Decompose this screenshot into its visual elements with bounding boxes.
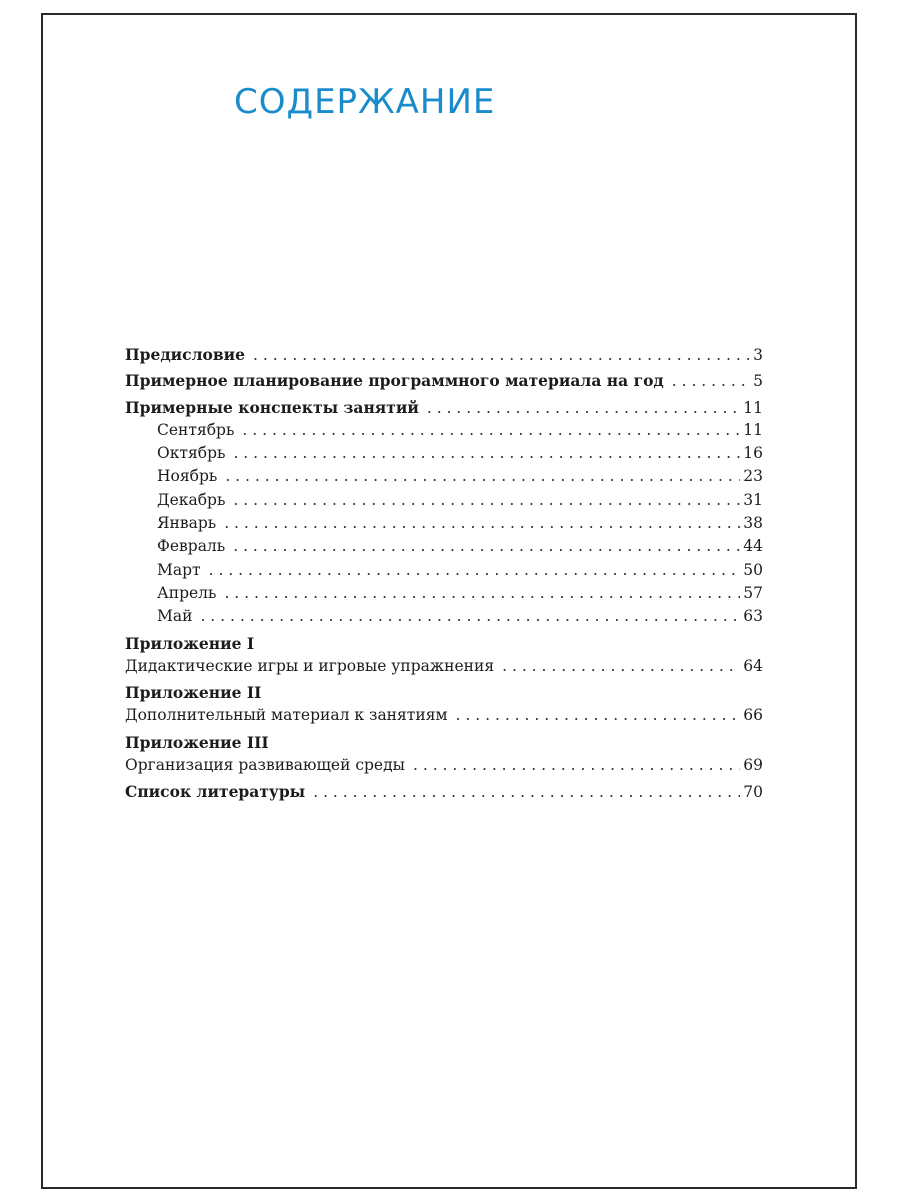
dot-leader	[242, 419, 740, 442]
toc-entry-label: Предисловие	[125, 345, 245, 364]
toc-entry-preface[interactable]	[125, 343, 763, 366]
dot-leader	[672, 370, 750, 393]
toc-entry-label: Дополнительный материал к занятиям	[125, 706, 448, 725]
toc-entry-label: Список литературы	[125, 782, 306, 802]
toc-entry-label: Примерные конспекты занятий	[125, 397, 419, 417]
dot-leader	[413, 754, 740, 777]
dot-leader	[233, 442, 740, 465]
toc-page-number: 38	[743, 514, 763, 533]
toc-entry-references[interactable]	[125, 780, 763, 803]
dot-leader	[224, 582, 740, 605]
toc-page-number: 44	[743, 537, 763, 556]
dot-leader	[253, 344, 750, 367]
toc-entry-label: Сентябрь	[157, 420, 235, 439]
toc-entry-february[interactable]	[125, 535, 763, 558]
toc-entry-january[interactable]	[125, 512, 763, 535]
toc-page-number: 50	[743, 560, 763, 579]
toc-entry-september[interactable]	[125, 419, 763, 442]
toc-entry-planning[interactable]	[125, 369, 763, 392]
dot-leader	[456, 704, 741, 727]
dot-leader	[200, 605, 740, 628]
toc-entry-april[interactable]	[125, 582, 763, 605]
toc-page-number: 66	[743, 706, 763, 725]
toc-page-number: 3	[753, 346, 763, 364]
toc-page-number: 23	[743, 467, 763, 486]
toc-entry-appendix-3[interactable]	[125, 754, 763, 777]
toc-entry-label: Май	[157, 607, 193, 626]
toc-page-number: 16	[743, 444, 763, 463]
toc-entry-lessons[interactable]	[125, 396, 763, 419]
toc-entry-label: Февраль	[157, 537, 226, 556]
toc-page-number: 63	[743, 607, 763, 626]
toc-entry-label: Март	[157, 560, 201, 579]
toc-page-number: 11	[743, 420, 763, 439]
toc-page-number: 5	[753, 372, 763, 391]
toc-entry-december[interactable]	[125, 489, 763, 512]
toc-entry-may[interactable]	[125, 605, 763, 628]
toc-page-number: 70	[743, 783, 763, 802]
dot-leader	[502, 655, 740, 678]
dot-leader	[427, 397, 740, 420]
toc-entry-label: Октябрь	[157, 444, 226, 463]
dot-leader	[313, 781, 740, 804]
toc-entry-label: Декабрь	[157, 490, 226, 509]
toc-entry-label: Январь	[157, 514, 217, 533]
dot-leader	[233, 535, 740, 558]
table-of-contents	[125, 343, 763, 804]
document-page	[41, 13, 857, 1189]
toc-entry-label: Дидактические игры и игровые упражнения	[125, 656, 495, 675]
appendix-3-heading: Приложение III	[125, 732, 269, 752]
toc-entry-label: Ноябрь	[157, 467, 218, 486]
toc-page-number: 57	[743, 583, 763, 602]
appendix-2-heading: Приложение II	[125, 683, 262, 703]
toc-page-number: 11	[743, 398, 763, 417]
toc-entry-november[interactable]	[125, 465, 763, 488]
toc-entry-label: Примерное планирование программного материала на год	[125, 371, 664, 391]
toc-page-number: 64	[743, 656, 763, 675]
page-title: СОДЕРЖАНИЕ	[234, 82, 496, 122]
appendix-1-heading: Приложение I	[125, 633, 255, 653]
dot-leader	[224, 512, 740, 535]
toc-entry-october[interactable]	[125, 442, 763, 465]
toc-entry-label: Апрель	[157, 583, 217, 602]
toc-entry-label: Организация развивающей среды	[125, 756, 405, 775]
toc-entry-appendix-2[interactable]	[125, 704, 763, 727]
toc-entry-march[interactable]	[125, 559, 763, 582]
toc-page-number: 69	[743, 756, 763, 775]
dot-leader	[233, 489, 740, 512]
dot-leader	[209, 559, 741, 582]
toc-entry-appendix-1[interactable]	[125, 655, 763, 678]
toc-page-number: 31	[743, 490, 763, 509]
dot-leader	[225, 465, 740, 488]
